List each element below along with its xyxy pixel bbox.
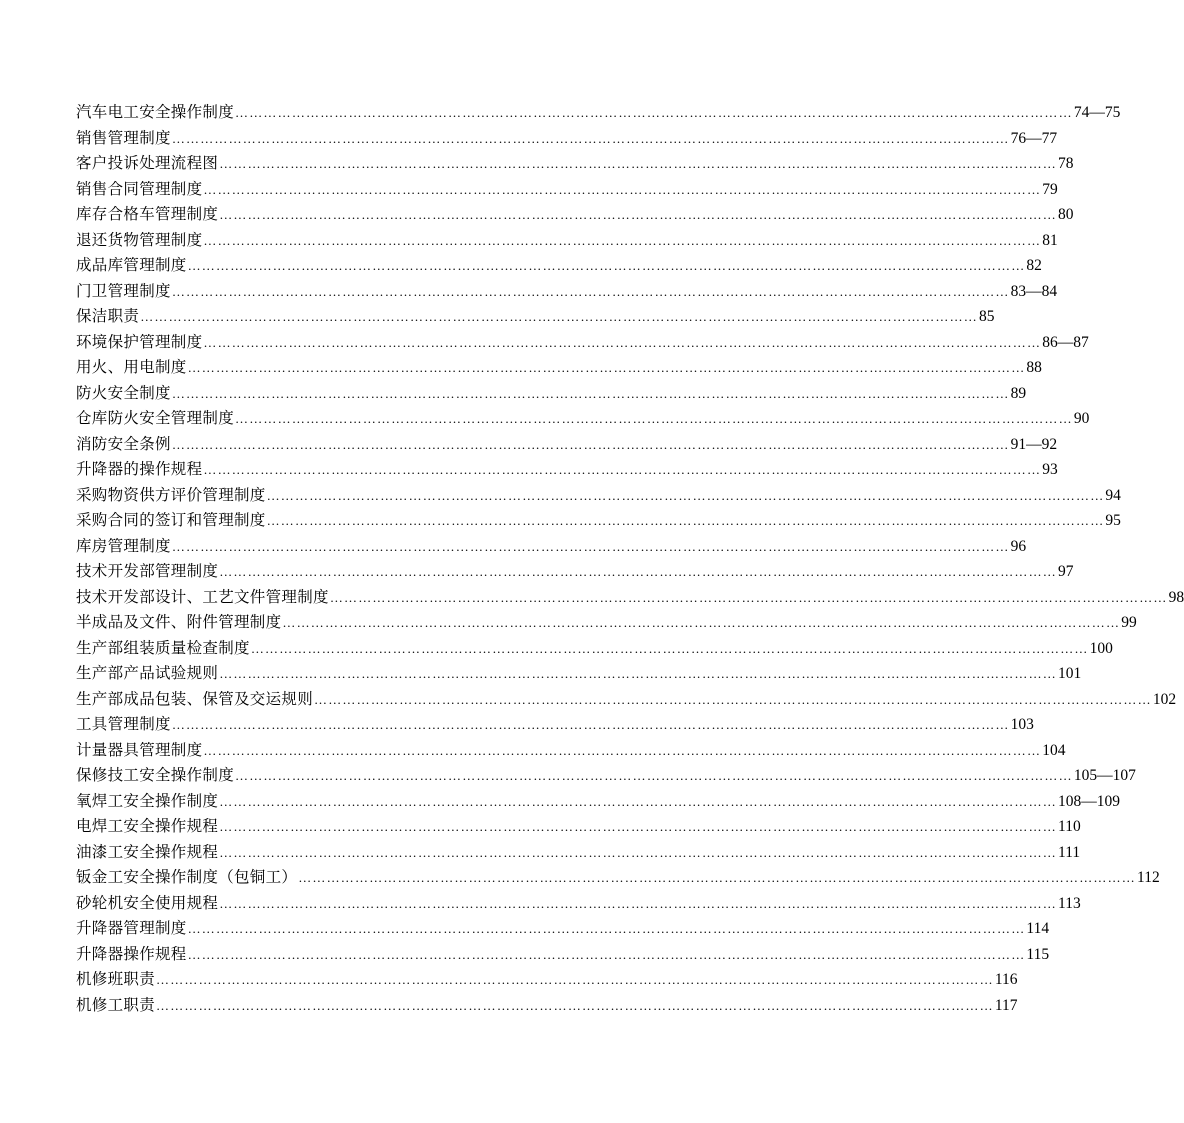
toc-entry-title: 技术开发部设计、工艺文件管理制度	[76, 587, 329, 606]
toc-entry-title: 机修工职责	[76, 995, 156, 1014]
toc-entry-page: 96	[1010, 537, 1027, 555]
toc-entry	[76, 636, 1113, 662]
toc-entry-title: 消防安全条例	[76, 434, 171, 453]
toc-entry-page: 88	[1026, 359, 1042, 376]
toc-entry-page: 117	[994, 996, 1018, 1014]
toc-entry	[76, 100, 1121, 126]
toc-entry-title: 计量器具管理制度	[76, 740, 203, 759]
toc-entry-page: 74—75	[1073, 104, 1121, 121]
toc-entry-title: 防火安全制度	[76, 383, 171, 402]
toc-entry-title: 销售合同管理制度	[76, 179, 203, 198]
toc-entry-page: 91—92	[1010, 435, 1058, 453]
toc-entry-page: 111	[1058, 843, 1081, 861]
toc-dot-leader: ……………………………………………………………………………………………………………………………………………………………	[156, 972, 994, 987]
toc-dot-leader: ……………………………………………………………………………………………………………………………………………………………	[140, 309, 979, 324]
toc-dot-leader: ……………………………………………………………………………………………………………………………………………………………	[235, 411, 1073, 426]
toc-entry-page: 82	[1026, 257, 1042, 274]
toc-dot-leader: ……………………………………………………………………………………………………………………………………………………………	[250, 640, 1089, 656]
toc-entry-title: 升降器管理制度	[76, 919, 187, 937]
toc-dot-leader: ……………………………………………………………………………………………………………………………………………………………	[203, 232, 1042, 248]
toc-entry-page: 116	[994, 971, 1018, 988]
toc-entry-page: 83—84	[1010, 282, 1058, 300]
toc-entry-page: 105—107	[1073, 767, 1136, 784]
toc-entry-page: 94	[1105, 486, 1121, 504]
toc-entry	[76, 789, 1121, 815]
toc-entry-page: 103	[1010, 716, 1034, 733]
toc-entry	[76, 304, 995, 330]
toc-entry	[76, 559, 1074, 585]
toc-entry	[76, 432, 1058, 458]
toc-entry-page: 115	[1026, 945, 1050, 963]
toc-dot-leader: ……………………………………………………………………………………………………………………………………………………………	[203, 742, 1042, 758]
toc-entry-page: 78	[1058, 155, 1074, 172]
toc-entry-page: 80	[1058, 206, 1074, 223]
toc-entry	[76, 763, 1136, 789]
toc-entry-page: 89	[1010, 384, 1027, 402]
toc-entry-page: 114	[1026, 920, 1050, 937]
toc-entry-page: 113	[1058, 894, 1081, 912]
toc-dot-leader: ……………………………………………………………………………………………………………………………………………………………	[156, 997, 994, 1013]
toc-dot-leader: ……………………………………………………………………………………………………………………………………………………………	[219, 793, 1058, 809]
toc-entry-title: 升降器的操作规程	[76, 460, 203, 478]
toc-entry	[76, 738, 1066, 764]
toc-dot-leader: ……………………………………………………………………………………………………………………………………………………………	[203, 334, 1042, 350]
toc-entry-page: 85	[979, 308, 995, 325]
toc-dot-leader: ……………………………………………………………………………………………………………………………………………………………	[282, 615, 1121, 630]
toc-entry-page: 86—87	[1042, 333, 1089, 351]
toc-entry-title: 仓库防火安全管理制度	[76, 409, 235, 427]
toc-entry-title: 用火、用电制度	[76, 358, 187, 376]
toc-entry-page: 97	[1058, 563, 1074, 580]
toc-dot-leader: ……………………………………………………………………………………………………………………………………………………………	[219, 156, 1058, 171]
toc-entry-title: 客户投诉处理流程图	[76, 154, 219, 172]
toc-entry	[76, 865, 1160, 891]
toc-entry-page: 110	[1058, 818, 1081, 835]
toc-entry	[76, 355, 1042, 381]
table-of-contents	[76, 100, 1184, 1018]
toc-entry-title: 生产部成品包装、保管及交运规则	[76, 689, 314, 708]
toc-entry-title: 采购物资供方评价管理制度	[76, 485, 266, 504]
toc-entry-page: 99	[1121, 614, 1137, 631]
toc-entry-title: 生产部组装质量检查制度	[76, 638, 250, 657]
toc-dot-leader: ……………………………………………………………………………………………………………………………………………………………	[171, 538, 1010, 554]
toc-entry-title: 保洁职责	[76, 307, 140, 325]
toc-entry-title: 退还货物管理制度	[76, 230, 203, 249]
toc-dot-leader: ……………………………………………………………………………………………………………………………………………………………	[171, 717, 1010, 732]
toc-entry	[76, 967, 1018, 993]
toc-dot-leader: ……………………………………………………………………………………………………………………………………………………………	[235, 768, 1073, 783]
toc-entry-title: 砂轮机安全使用规程	[76, 893, 219, 912]
toc-entry	[76, 126, 1058, 152]
toc-entry-page: 98	[1168, 588, 1184, 606]
toc-dot-leader: ……………………………………………………………………………………………………………………………………………………………	[219, 666, 1058, 681]
toc-dot-leader: ……………………………………………………………………………………………………………………………………………………………	[235, 105, 1073, 120]
toc-entry-page: 102	[1152, 690, 1177, 708]
toc-entry-title: 半成品及文件、附件管理制度	[76, 613, 282, 631]
toc-entry	[76, 993, 1018, 1019]
toc-dot-leader: ……………………………………………………………………………………………………………………………………………………………	[219, 564, 1058, 579]
toc-entry-page: 76—77	[1010, 129, 1058, 147]
toc-entry	[76, 406, 1090, 432]
toc-entry-page: 81	[1042, 231, 1058, 249]
toc-entry-title: 机修班职责	[76, 970, 156, 988]
toc-entry-page: 100	[1089, 639, 1113, 657]
toc-dot-leader: ……………………………………………………………………………………………………………………………………………………………	[171, 436, 1010, 452]
toc-entry	[76, 330, 1089, 356]
toc-dot-leader: ……………………………………………………………………………………………………………………………………………………………	[171, 130, 1010, 146]
toc-dot-leader: ……………………………………………………………………………………………………………………………………………………………	[203, 181, 1042, 197]
toc-dot-leader: ……………………………………………………………………………………………………………………………………………………………	[187, 946, 1026, 962]
toc-entry	[76, 942, 1050, 968]
toc-entry-title: 销售管理制度	[76, 128, 171, 147]
toc-entry	[76, 253, 1042, 279]
toc-entry-page: 101	[1058, 665, 1082, 682]
toc-entry-page: 93	[1042, 461, 1058, 478]
toc-entry	[76, 177, 1058, 203]
toc-entry-title: 成品库管理制度	[76, 256, 187, 274]
toc-entry-title: 钣金工安全操作制度（包铜工）	[76, 868, 298, 886]
toc-dot-leader: ……………………………………………………………………………………………………………………………………………………………	[266, 487, 1105, 503]
toc-entry-title: 保修技工安全操作制度	[76, 766, 235, 784]
toc-dot-leader: ……………………………………………………………………………………………………………………………………………………………	[219, 895, 1058, 911]
toc-entry-title: 门卫管理制度	[76, 281, 171, 300]
toc-entry-title: 升降器操作规程	[76, 944, 187, 963]
toc-dot-leader: ……………………………………………………………………………………………………………………………………………………………	[219, 207, 1058, 222]
toc-entry-title: 采购合同的签订和管理制度	[76, 511, 266, 529]
toc-entry-title: 电焊工安全操作规程	[76, 817, 219, 835]
toc-entry-title: 生产部产品试验规则	[76, 664, 219, 682]
toc-entry-title: 库房管理制度	[76, 536, 171, 555]
toc-dot-leader: ……………………………………………………………………………………………………………………………………………………………	[298, 870, 1137, 885]
toc-dot-leader: ……………………………………………………………………………………………………………………………………………………………	[171, 385, 1010, 401]
toc-entry-page: 104	[1042, 741, 1066, 759]
toc-entry	[76, 508, 1121, 534]
toc-entry-page: 108—109	[1058, 792, 1121, 810]
toc-dot-leader: ……………………………………………………………………………………………………………………………………………………………	[187, 360, 1026, 375]
toc-dot-leader: ……………………………………………………………………………………………………………………………………………………………	[219, 844, 1058, 860]
toc-entry	[76, 585, 1184, 611]
toc-entry	[76, 381, 1027, 407]
toc-entry	[76, 534, 1027, 560]
toc-entry-page: 95	[1105, 512, 1121, 529]
toc-dot-leader: ……………………………………………………………………………………………………………………………………………………………	[266, 513, 1105, 528]
toc-dot-leader: ……………………………………………………………………………………………………………………………………………………………	[329, 589, 1168, 605]
toc-entry-title: 环境保护管理制度	[76, 332, 203, 351]
toc-entry-page: 112	[1137, 869, 1160, 886]
toc-entry	[76, 840, 1081, 866]
toc-entry	[76, 891, 1081, 917]
toc-dot-leader: ……………………………………………………………………………………………………………………………………………………………	[187, 921, 1026, 936]
toc-entry	[76, 457, 1058, 483]
toc-entry	[76, 687, 1177, 713]
toc-dot-leader: ……………………………………………………………………………………………………………………………………………………………	[203, 462, 1042, 477]
toc-entry-title: 汽车电工安全操作制度	[76, 103, 235, 121]
toc-entry	[76, 279, 1058, 305]
toc-entry	[76, 712, 1034, 738]
toc-entry-title: 氧焊工安全操作制度	[76, 791, 219, 810]
toc-entry	[76, 916, 1050, 942]
toc-dot-leader: ……………………………………………………………………………………………………………………………………………………………	[187, 258, 1026, 273]
toc-entry	[76, 228, 1058, 254]
toc-entry-title: 技术开发部管理制度	[76, 562, 219, 580]
toc-entry-title: 油漆工安全操作规程	[76, 842, 219, 861]
toc-entry	[76, 202, 1074, 228]
toc-entry	[76, 814, 1081, 840]
toc-dot-leader: ……………………………………………………………………………………………………………………………………………………………	[171, 283, 1010, 299]
toc-entry-title: 库存合格车管理制度	[76, 205, 219, 223]
toc-dot-leader: ……………………………………………………………………………………………………………………………………………………………	[219, 819, 1058, 834]
toc-entry	[76, 483, 1121, 509]
toc-entry	[76, 610, 1137, 636]
toc-entry-page: 90	[1073, 410, 1090, 427]
toc-entry-page: 79	[1042, 180, 1058, 198]
toc-dot-leader: ……………………………………………………………………………………………………………………………………………………………	[314, 691, 1152, 707]
toc-entry	[76, 151, 1074, 177]
toc-entry	[76, 661, 1082, 687]
toc-entry-title: 工具管理制度	[76, 715, 171, 733]
